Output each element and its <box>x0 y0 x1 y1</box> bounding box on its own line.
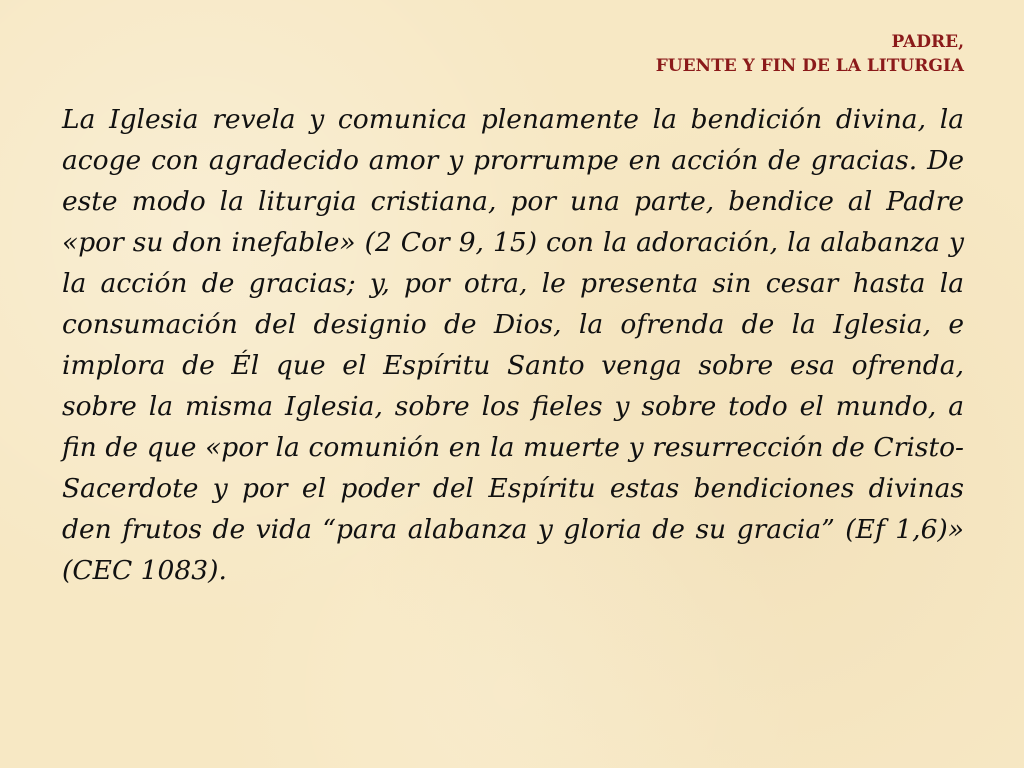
heading-line-2: FUENTE Y FIN DE LA LITURGIA <box>655 56 964 76</box>
slide-heading <box>656 30 964 78</box>
body-paragraph: La Iglesia revela y comunica plenamente la bendición divina, la acoge con agradecido amor y prorrumpe en acción de gracias. De este modo la liturgia cristiana, por una parte, bendice al Padre «por su don inefable» (2 Cor 9, 15) con la adoración, la alabanza y la acción de gracias; y, por otra, le presenta sin cesar hasta la consumación del designio de Dios, la ofrenda de la Iglesia, e implora de Él que el Espíritu Santo venga sobre esa ofrenda, sobre la misma Iglesia, sobre los fieles y sobre todo el mundo, a fin de que «por la comunión en la muerte y resurrección de Cristo-Sacerdote y por el poder del Espíritu estas bendiciones divinas den frutos de vida “para alabanza y gloria de su gracia” (Ef 1,6)» (CEC 1083). <box>62 104 964 586</box>
heading-line-1: PADRE, <box>891 32 964 52</box>
